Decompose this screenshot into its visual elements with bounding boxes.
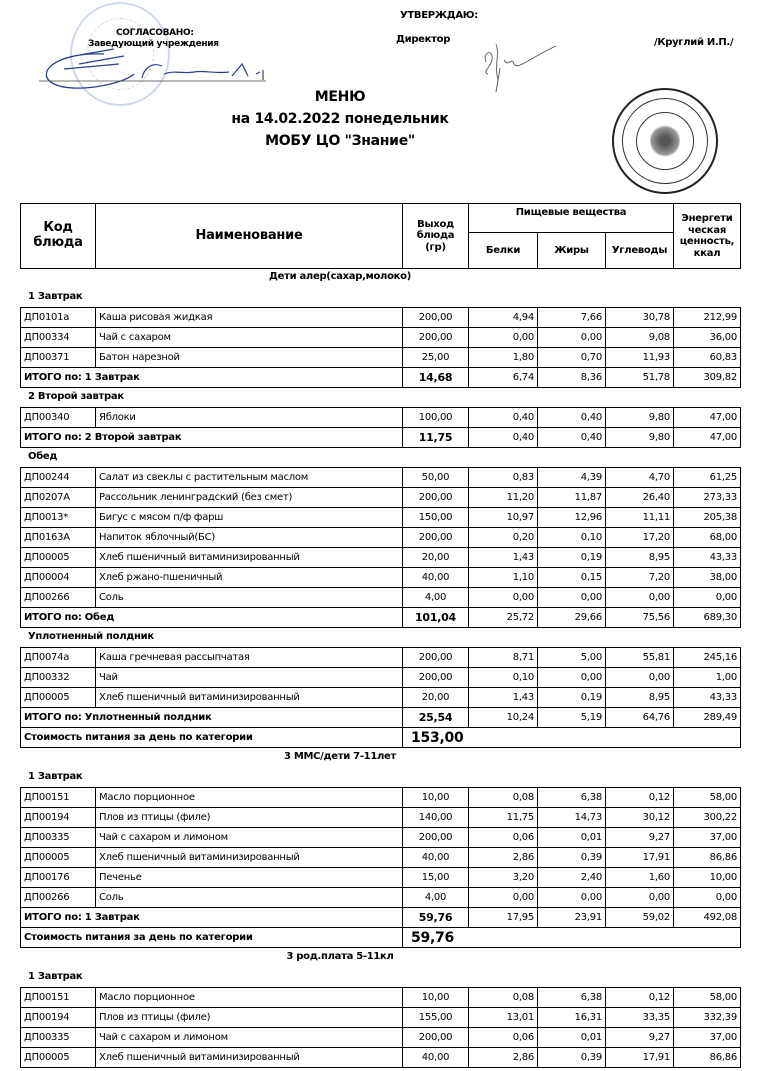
dish-yield: 10,00 (403, 988, 469, 1008)
table-row (21, 848, 741, 868)
total-row (21, 368, 741, 388)
dish-code: ДП00266 (21, 588, 96, 608)
dish-name: Каша рисовая жидкая (96, 308, 403, 328)
total-row (21, 708, 741, 728)
organization-name: МОБУ ЦО "Знание" (265, 133, 415, 149)
approve-title: УТВЕРЖДАЮ: (400, 10, 478, 21)
dish-yield: 4,00 (403, 588, 469, 608)
dish-code: ДП00266 (21, 888, 96, 908)
dish-protein: 3,20 (469, 868, 538, 888)
col-protein: Белки (469, 233, 538, 269)
dish-name: Хлеб пшеничный витаминизированный (96, 1048, 403, 1068)
dish-fat: 0,01 (538, 1028, 606, 1048)
dish-fat: 14,73 (538, 808, 606, 828)
total-yield: 11,75 (403, 428, 469, 448)
table-row (21, 408, 741, 428)
dish-name: Чай с сахаром и лимоном (96, 828, 403, 848)
dish-code: ДП00151 (21, 788, 96, 808)
table-row (21, 588, 741, 608)
table-row (21, 988, 741, 1008)
dish-yield: 15,00 (403, 868, 469, 888)
dish-yield: 40,00 (403, 1048, 469, 1068)
agreed-role: Заведующий учреждения (88, 39, 219, 49)
dish-code: ДП0013* (21, 508, 96, 528)
director-name: /Круглий И.П./ (654, 37, 734, 48)
dish-yield: 200,00 (403, 828, 469, 848)
dish-code: ДП00371 (21, 348, 96, 368)
dish-carbs: 0,12 (606, 988, 674, 1008)
dish-protein: 0,08 (469, 988, 538, 1008)
table-row (21, 868, 741, 888)
dish-yield: 50,00 (403, 468, 469, 488)
dish-carbs: 9,27 (606, 1028, 674, 1048)
total-energy: 309,82 (674, 368, 741, 388)
dish-code: ДП00005 (21, 1048, 96, 1068)
total-protein: 6,74 (469, 368, 538, 388)
dish-energy: 58,00 (674, 788, 741, 808)
dish-protein: 0,00 (469, 888, 538, 908)
dish-fat: 0,00 (538, 668, 606, 688)
total-row (21, 428, 741, 448)
dish-protein: 0,06 (469, 1028, 538, 1048)
agreed-title: СОГЛАСОВАНО: (116, 28, 194, 38)
section-label: 2 Второй завтрак (28, 391, 124, 402)
cost-row (21, 928, 741, 948)
dish-energy: 37,00 (674, 828, 741, 848)
section-table (20, 787, 741, 948)
dish-yield: 40,00 (403, 848, 469, 868)
table-row (21, 568, 741, 588)
dish-yield: 10,00 (403, 788, 469, 808)
dish-protein: 1,80 (469, 348, 538, 368)
dish-carbs: 0,12 (606, 788, 674, 808)
director-label: Директор (396, 34, 451, 45)
dish-protein: 11,20 (469, 488, 538, 508)
total-carbs: 51,78 (606, 368, 674, 388)
total-fat: 0,40 (538, 428, 606, 448)
dish-protein: 11,75 (469, 808, 538, 828)
dish-carbs: 0,00 (606, 888, 674, 908)
dish-name: Чай (96, 668, 403, 688)
dish-energy: 68,00 (674, 528, 741, 548)
page-title: МЕНЮ (314, 89, 366, 105)
dish-name: Батон нарезной (96, 348, 403, 368)
dish-energy: 37,00 (674, 1028, 741, 1048)
col-yield: Выход блюда (гр) (403, 204, 469, 269)
dish-fat: 2,40 (538, 868, 606, 888)
table-row (21, 668, 741, 688)
cost-value: 59,76 (403, 928, 741, 948)
total-carbs: 9,80 (606, 428, 674, 448)
dish-carbs: 30,78 (606, 308, 674, 328)
total-row (21, 608, 741, 628)
dish-code: ДП00194 (21, 808, 96, 828)
dish-code: ДП00334 (21, 328, 96, 348)
dish-code: ДП0101а (21, 308, 96, 328)
dish-yield: 155,00 (403, 1008, 469, 1028)
agreement-signature-icon (34, 44, 274, 94)
dish-name: Масло порционное (96, 988, 403, 1008)
dish-yield: 4,00 (403, 888, 469, 908)
dish-code: ДП0074а (21, 648, 96, 668)
dish-yield: 25,00 (403, 348, 469, 368)
dish-yield: 200,00 (403, 328, 469, 348)
dish-protein: 0,08 (469, 788, 538, 808)
table-row (21, 828, 741, 848)
total-carbs: 59,02 (606, 908, 674, 928)
dish-fat: 4,39 (538, 468, 606, 488)
section-table (20, 407, 741, 448)
dish-name: Хлеб пшеничный витаминизированный (96, 688, 403, 708)
dish-protein: 13,01 (469, 1008, 538, 1028)
table-row (21, 788, 741, 808)
table-row (21, 328, 741, 348)
dish-protein: 10,97 (469, 508, 538, 528)
dish-fat: 0,10 (538, 528, 606, 548)
section-label: Уплотненный полдник (28, 631, 154, 642)
dish-energy: 38,00 (674, 568, 741, 588)
dish-name: Хлеб ржано-пшеничный (96, 568, 403, 588)
dish-energy: 245,16 (674, 648, 741, 668)
dish-carbs: 9,80 (606, 408, 674, 428)
dish-carbs: 0,00 (606, 668, 674, 688)
section-table (20, 467, 741, 628)
dish-fat: 5,00 (538, 648, 606, 668)
dish-fat: 0,00 (538, 588, 606, 608)
dish-protein: 1,43 (469, 548, 538, 568)
dish-yield: 40,00 (403, 568, 469, 588)
dish-name: Плов из птицы (филе) (96, 1008, 403, 1028)
dish-fat: 11,87 (538, 488, 606, 508)
dish-energy: 1,00 (674, 668, 741, 688)
total-yield: 59,76 (403, 908, 469, 928)
dish-yield: 150,00 (403, 508, 469, 528)
dish-carbs: 17,20 (606, 528, 674, 548)
total-protein: 17,95 (469, 908, 538, 928)
table-row (21, 1048, 741, 1068)
dish-carbs: 7,20 (606, 568, 674, 588)
dish-code: ДП00194 (21, 1008, 96, 1028)
dish-protein: 0,00 (469, 588, 538, 608)
dish-fat: 16,31 (538, 1008, 606, 1028)
dish-protein: 2,86 (469, 848, 538, 868)
total-energy: 689,30 (674, 608, 741, 628)
dish-name: Соль (96, 588, 403, 608)
dish-name: Каша гречневая рассыпчатая (96, 648, 403, 668)
dish-code: ДП00005 (21, 688, 96, 708)
dish-code: ДП0207А (21, 488, 96, 508)
dish-energy: 43,33 (674, 688, 741, 708)
section-label: 1 Завтрак (28, 771, 83, 782)
dish-name: Печенье (96, 868, 403, 888)
dish-fat: 0,40 (538, 408, 606, 428)
dish-fat: 0,39 (538, 1048, 606, 1068)
total-protein: 25,72 (469, 608, 538, 628)
dish-code: ДП00244 (21, 468, 96, 488)
section-label: 1 Завтрак (28, 971, 83, 982)
table-row (21, 888, 741, 908)
dish-code: ДП00004 (21, 568, 96, 588)
dish-protein: 1,10 (469, 568, 538, 588)
total-protein: 0,40 (469, 428, 538, 448)
dish-name: Плов из птицы (филе) (96, 808, 403, 828)
total-label: ИТОГО по: 1 Завтрак (21, 368, 403, 388)
total-energy: 492,08 (674, 908, 741, 928)
menu-date: на 14.02.2022 понедельник (231, 111, 449, 127)
dish-code: ДП00340 (21, 408, 96, 428)
table-row (21, 688, 741, 708)
dish-carbs: 30,12 (606, 808, 674, 828)
dish-energy: 47,00 (674, 408, 741, 428)
dish-yield: 200,00 (403, 1028, 469, 1048)
dish-carbs: 4,70 (606, 468, 674, 488)
dish-code: ДП00335 (21, 1028, 96, 1048)
dish-carbs: 17,91 (606, 848, 674, 868)
dish-fat: 0,19 (538, 548, 606, 568)
section-table (20, 647, 741, 748)
dish-energy: 86,86 (674, 848, 741, 868)
total-yield: 101,04 (403, 608, 469, 628)
dish-carbs: 17,91 (606, 1048, 674, 1068)
dish-carbs: 9,27 (606, 828, 674, 848)
total-label: ИТОГО по: 2 Второй завтрак (21, 428, 403, 448)
dish-protein: 4,94 (469, 308, 538, 328)
total-fat: 8,36 (538, 368, 606, 388)
dish-protein: 0,10 (469, 668, 538, 688)
section-table (20, 987, 741, 1068)
col-fat: Жиры (538, 233, 606, 269)
col-code: Код блюда (21, 204, 96, 269)
dish-fat: 6,38 (538, 788, 606, 808)
dish-energy: 36,00 (674, 328, 741, 348)
dish-name: Чай с сахаром (96, 328, 403, 348)
dish-code: ДП00005 (21, 548, 96, 568)
total-yield: 14,68 (403, 368, 469, 388)
col-energy: Энергети ческая ценность, ккал (674, 204, 741, 269)
category-title: 3 ММС/дети 7-11лет (283, 751, 396, 762)
dish-yield: 200,00 (403, 528, 469, 548)
director-signature-icon (478, 38, 558, 94)
total-carbs: 64,76 (606, 708, 674, 728)
dish-energy: 300,22 (674, 808, 741, 828)
total-fat: 5,19 (538, 708, 606, 728)
table-row (21, 648, 741, 668)
dish-energy: 10,00 (674, 868, 741, 888)
table-row (21, 1028, 741, 1048)
dish-yield: 200,00 (403, 488, 469, 508)
dish-yield: 20,00 (403, 688, 469, 708)
dish-carbs: 11,11 (606, 508, 674, 528)
table-row (21, 308, 741, 328)
dish-name: Напиток яблочный(БС) (96, 528, 403, 548)
dish-name: Соль (96, 888, 403, 908)
dish-code: ДП00005 (21, 848, 96, 868)
dish-energy: 86,86 (674, 1048, 741, 1068)
table-row (21, 1008, 741, 1028)
section-table (20, 307, 741, 388)
dish-name: Яблоки (96, 408, 403, 428)
cost-label: Стоимость питания за день по категории (21, 728, 403, 748)
category-title: Дети алер(сахар,молоко) (269, 271, 411, 282)
dish-code: ДП0163А (21, 528, 96, 548)
dish-name: Масло порционное (96, 788, 403, 808)
total-yield: 25,54 (403, 708, 469, 728)
table-row (21, 348, 741, 368)
cost-value: 153,00 (403, 728, 741, 748)
dish-carbs: 8,95 (606, 548, 674, 568)
dish-fat: 0,15 (538, 568, 606, 588)
cost-label: Стоимость питания за день по категории (21, 928, 403, 948)
dish-code: ДП00332 (21, 668, 96, 688)
dish-protein: 0,00 (469, 328, 538, 348)
dish-name: Хлеб пшеничный витаминизированный (96, 848, 403, 868)
dish-protein: 0,06 (469, 828, 538, 848)
dish-protein: 0,40 (469, 408, 538, 428)
dish-name: Чай с сахаром и лимоном (96, 1028, 403, 1048)
dish-protein: 0,83 (469, 468, 538, 488)
dish-energy: 58,00 (674, 988, 741, 1008)
dish-energy: 205,38 (674, 508, 741, 528)
dish-energy: 43,33 (674, 548, 741, 568)
dish-yield: 20,00 (403, 548, 469, 568)
dish-protein: 0,20 (469, 528, 538, 548)
total-energy: 289,49 (674, 708, 741, 728)
dish-code: ДП00176 (21, 868, 96, 888)
total-fat: 23,91 (538, 908, 606, 928)
menu-table-header (20, 203, 741, 269)
dish-energy: 0,00 (674, 588, 741, 608)
section-label: 1 Завтрак (28, 291, 83, 302)
dish-carbs: 8,95 (606, 688, 674, 708)
dish-energy: 273,33 (674, 488, 741, 508)
dish-fat: 0,70 (538, 348, 606, 368)
table-row (21, 488, 741, 508)
dish-protein: 1,43 (469, 688, 538, 708)
dish-yield: 100,00 (403, 408, 469, 428)
dish-carbs: 55,81 (606, 648, 674, 668)
dish-fat: 0,00 (538, 888, 606, 908)
dish-name: Рассольник ленинградский (без смет) (96, 488, 403, 508)
dish-yield: 200,00 (403, 308, 469, 328)
dish-carbs: 0,00 (606, 588, 674, 608)
dish-fat: 0,01 (538, 828, 606, 848)
table-row (21, 528, 741, 548)
dish-yield: 140,00 (403, 808, 469, 828)
total-label: ИТОГО по: Уплотненный полдник (21, 708, 403, 728)
dish-fat: 6,38 (538, 988, 606, 1008)
dish-code: ДП00151 (21, 988, 96, 1008)
dish-energy: 212,99 (674, 308, 741, 328)
dish-fat: 0,39 (538, 848, 606, 868)
table-row (21, 808, 741, 828)
table-row (21, 468, 741, 488)
total-energy: 47,00 (674, 428, 741, 448)
total-label: ИТОГО по: 1 Завтрак (21, 908, 403, 928)
total-protein: 10,24 (469, 708, 538, 728)
dish-carbs: 26,40 (606, 488, 674, 508)
dish-yield: 200,00 (403, 668, 469, 688)
table-row (21, 508, 741, 528)
category-title: 3 род.плата 5-11кл (286, 951, 394, 962)
dish-carbs: 9,08 (606, 328, 674, 348)
dish-name: Бигус с мясом п/ф фарш (96, 508, 403, 528)
dish-name: Хлеб пшеничный витаминизированный (96, 548, 403, 568)
dish-fat: 0,19 (538, 688, 606, 708)
dish-carbs: 1,60 (606, 868, 674, 888)
total-row (21, 908, 741, 928)
cost-row (21, 728, 741, 748)
dish-energy: 0,00 (674, 888, 741, 908)
col-carbs: Углеводы (606, 233, 674, 269)
dish-protein: 8,71 (469, 648, 538, 668)
dish-carbs: 33,35 (606, 1008, 674, 1028)
total-fat: 29,66 (538, 608, 606, 628)
dish-name: Салат из свеклы с растительным маслом (96, 468, 403, 488)
dish-yield: 200,00 (403, 648, 469, 668)
dish-fat: 0,00 (538, 328, 606, 348)
col-nutrients: Пищевые вещества (469, 204, 674, 233)
dish-energy: 61,25 (674, 468, 741, 488)
table-row (21, 548, 741, 568)
dish-carbs: 11,93 (606, 348, 674, 368)
dish-energy: 60,83 (674, 348, 741, 368)
total-carbs: 75,56 (606, 608, 674, 628)
dish-energy: 332,39 (674, 1008, 741, 1028)
dish-code: ДП00335 (21, 828, 96, 848)
section-label: Обед (28, 451, 58, 462)
dish-fat: 7,66 (538, 308, 606, 328)
col-name: Наименование (96, 204, 403, 269)
dish-fat: 12,96 (538, 508, 606, 528)
dish-protein: 2,86 (469, 1048, 538, 1068)
total-label: ИТОГО по: Обед (21, 608, 403, 628)
